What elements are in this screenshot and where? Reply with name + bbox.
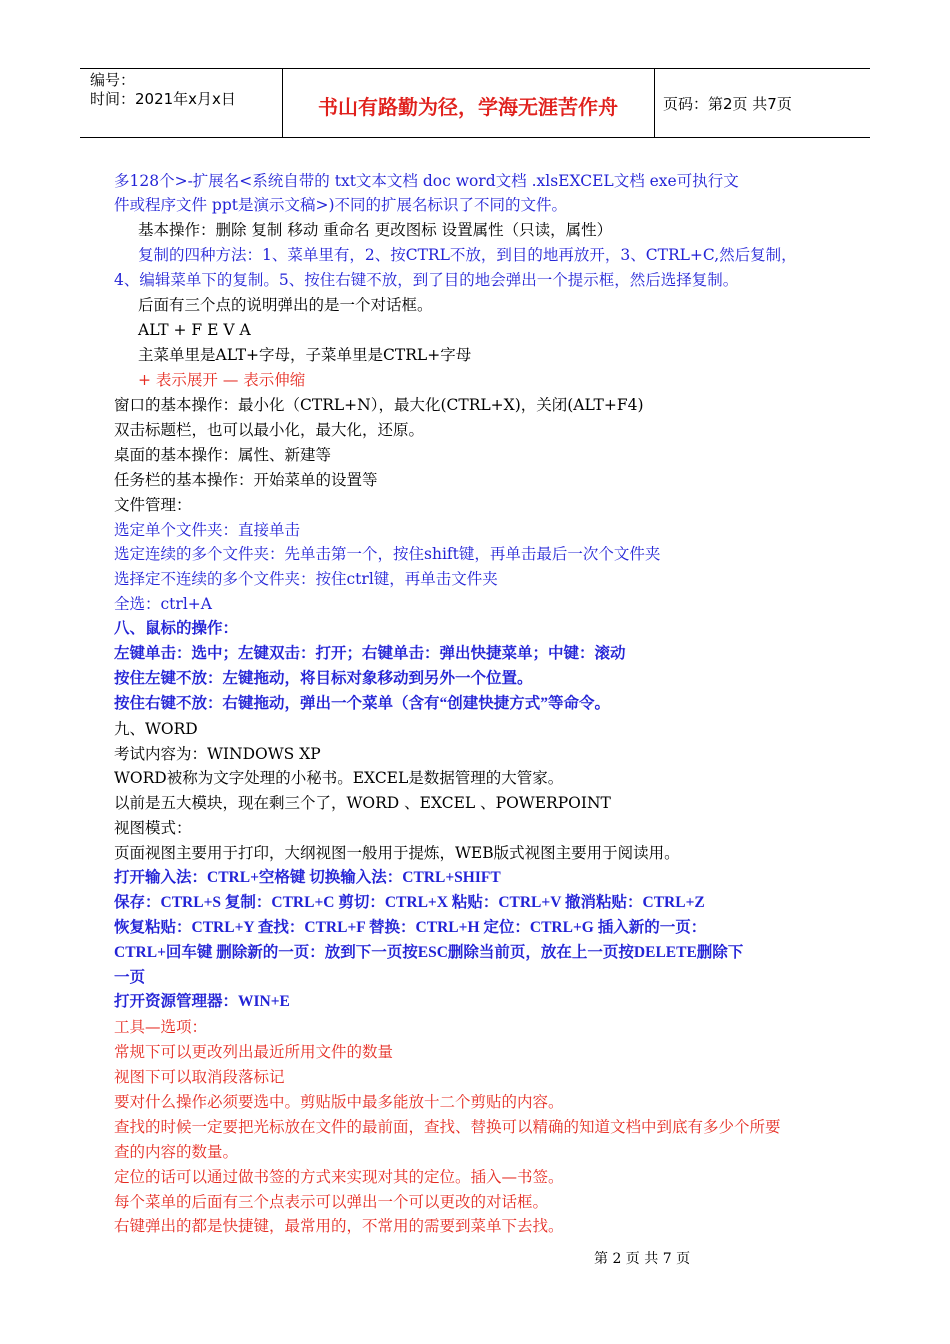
text-line: 全选：ctrl+A — [114, 595, 212, 613]
text-line: 要对什么操作必须要选中。剪贴版中最多能放十二个剪贴的内容。 — [114, 1093, 564, 1111]
text-line: 页面视图主要用于打印，大纲视图一般用于提炼，WEB版式视图主要用于阅读用。 — [114, 844, 680, 862]
header-table — [80, 68, 870, 138]
text-line: 打开输入法：CTRL+空格键 切换输入法：CTRL+SHIFT — [114, 869, 501, 886]
text-line: 恢复粘贴：CTRL+Y 查找：CTRL+F 替换：CTRL+H 定位：CTRL+G 插入新的一页： — [114, 919, 707, 936]
text-line: 双击标题栏，也可以最小化，最大化，还原。 — [114, 421, 425, 439]
text-line: 视图模式： — [114, 819, 192, 837]
text-line: 视图下可以取消段落标记 — [114, 1068, 285, 1086]
text-line: 一页 — [114, 969, 146, 986]
text-line — [138, 220, 612, 240]
text-line: 右键弹出的都是快捷键，最常用的，不常用的需要到菜单下去找。 — [114, 1217, 564, 1235]
text-line: 查的内容的数量。 — [114, 1143, 239, 1161]
text-line: 保存：CTRL+S 复制：CTRL+C 剪切：CTRL+X 粘贴：CTRL+V 撤消粘贴：CTRL+Z — [114, 894, 705, 911]
header-divider — [654, 69, 655, 137]
text-line: 后面有三个点的说明弹出的是一个对话框。 — [138, 296, 433, 314]
text-line: 复制的四种方法：1、菜单里有，2、按CTRL不放，到目的地再放开，3、CTRL+C,然后复制， — [138, 246, 797, 264]
text-line: CTRL+回车键 删除新的一页：放到下一页按ESC删除当前页，放在上一页按DELETE删除下 — [114, 944, 744, 961]
time-label: 时间：2021年x月x日 — [90, 90, 236, 108]
text-line: 选择定不连续的多个文件夹：按住ctrl键，再单击文件夹 — [114, 570, 498, 588]
header-motto: 书山有路勤为径，学海无涯苦作舟 — [318, 95, 618, 119]
text-line: 按住右键不放：右键拖动，弹出一个菜单（含有“创建快捷方式”等命令。 — [114, 695, 611, 712]
text-line: 桌面的基本操作：属性、新建等 — [114, 446, 332, 464]
text-line: 常规下可以更改列出最近所用文件的数量 — [114, 1043, 394, 1061]
text-line: 左键单击：选中；左键双击：打开；右键单击：弹出快捷菜单；中键：滚动 — [114, 645, 626, 662]
text-line: 件或程序文件 ppt是演示文稿>)不同的扩展名标识了不同的文件。 — [114, 196, 568, 214]
text-line: 定位的话可以通过做书签的方式来实现对其的定位。插入—书签。 — [114, 1168, 564, 1186]
text-line: 任务栏的基本操作：开始菜单的设置等 — [114, 471, 378, 489]
section-heading: 八、鼠标的操作： — [114, 620, 239, 637]
header-page-info: 页码：第2页 共7页 — [663, 95, 792, 113]
text-line: + 表示展开 — 表示伸缩 — [138, 371, 306, 389]
text-line: 每个菜单的后面有三个点表示可以弹出一个可以更改的对话框。 — [114, 1193, 549, 1211]
number-label: 编号： — [90, 71, 136, 89]
header-meta — [90, 71, 236, 109]
text-line: 多128个>-扩展名<系统自带的 txt文本文档 doc word文档 .xlsEXCEL文档 exe可执行文 — [114, 172, 739, 190]
text-line: 工具—选项： — [114, 1018, 208, 1036]
text-line: 打开资源管理器：WIN+E — [114, 993, 290, 1010]
text-line: 以前是五大模块，现在剩三个了，WORD 、EXCEL 、POWERPOINT — [114, 794, 611, 812]
text-line: 文件管理： — [114, 496, 192, 514]
text-line: 4、编辑菜单下的复制。5、按住右键不放，到了目的地会弹出一个提示框，然后选择复制。 — [114, 271, 739, 289]
text-line: 选定连续的多个文件夹：先单击第一个，按住shift键，再单击最后一次个文件夹 — [114, 545, 661, 563]
text-line: 查找的时候一定要把光标放在文件的最前面，查找、替换可以精确的知道文档中到底有多少个所要 — [114, 1118, 781, 1136]
text-line: 窗口的基本操作：最小化（CTRL+N），最大化(CTRL+X)，关闭(ALT+F4) — [114, 396, 644, 414]
page-footer: 第 2 页 共 7 页 — [594, 1251, 691, 1267]
text-line: 主菜单里是ALT+字母，子菜单里是CTRL+字母 — [138, 346, 472, 364]
text-line: 选定单个文件夹：直接单击 — [114, 521, 301, 539]
section-heading: 九、WORD — [114, 720, 198, 738]
text-line: 按住左键不放：左键拖动，将目标对象移动到另外一个位置。 — [114, 670, 533, 687]
text-line: 考试内容为：WINDOWS XP — [114, 745, 321, 763]
text-line: ALT + F E V A — [138, 321, 251, 339]
text-line: WORD被称为文字处理的小秘书。EXCEL是数据管理的大管家。 — [114, 769, 564, 787]
text-segment: 基本操作：删除 复制 移动 重命名 更改图标 设置属性（只读，属性） — [138, 221, 613, 239]
